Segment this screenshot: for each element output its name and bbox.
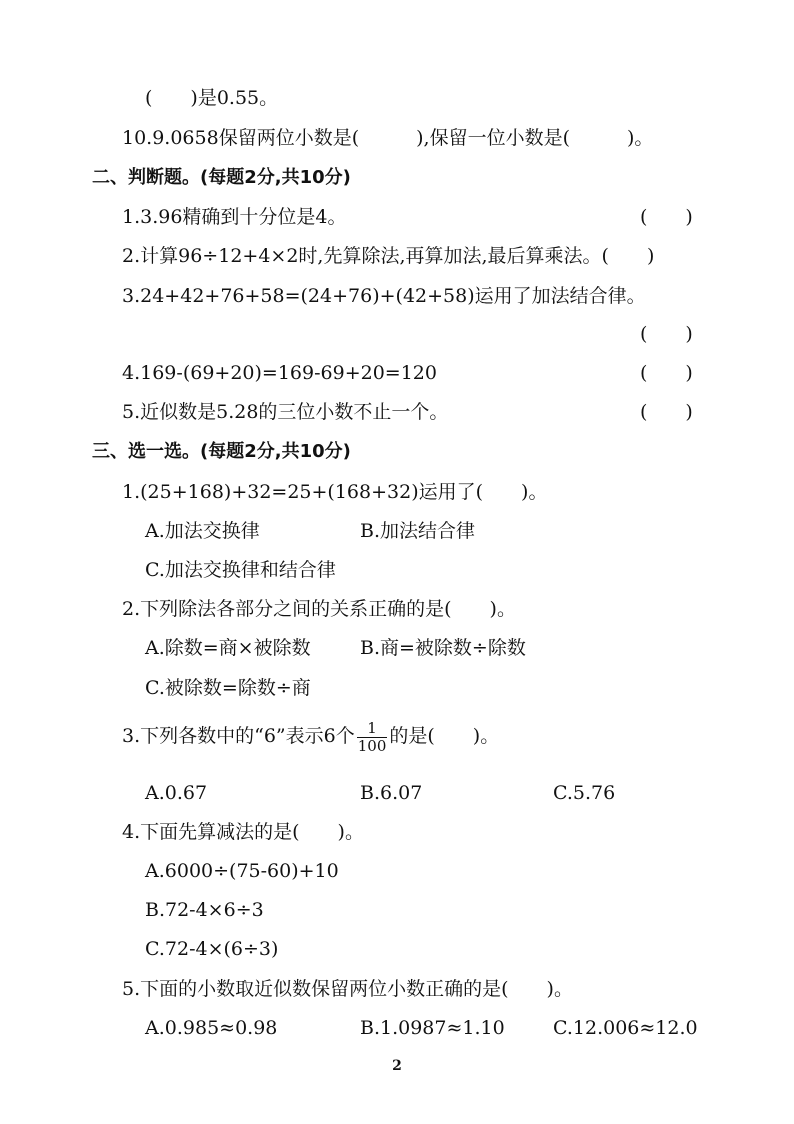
fraction-denominator: 100 xyxy=(357,736,387,755)
judgement-question-1: 1.3.96精确到十分位是4。 xyxy=(122,206,347,228)
section-heading-judgement: 二、判断题。(每题2分,共10分) xyxy=(92,167,351,188)
choice-3-text-end: 的是( )。 xyxy=(389,725,500,747)
choice-question-1: 1.(25+168)+32=25+(168+32)运用了( )。 xyxy=(122,481,548,503)
choice-4-option-b[interactable]: B.72-4×6÷3 xyxy=(145,899,264,921)
choice-4-option-c[interactable]: C.72-4×(6÷3) xyxy=(145,938,279,960)
answer-paren-judgement-3[interactable]: ( ) xyxy=(640,323,693,345)
choice-2-option-c[interactable]: C.被除数=除数÷商 xyxy=(145,677,311,699)
judgement-question-5: 5.近似数是5.28的三位小数不止一个。 xyxy=(122,401,449,423)
choice-5-option-b[interactable]: B.1.0987≈1.10 xyxy=(360,1017,505,1039)
choice-question-3 xyxy=(122,716,499,756)
judgement-question-3: 3.24+42+76+58=(24+76)+(42+58)运用了加法结合律。 xyxy=(122,285,646,307)
choice-4-option-a[interactable]: A.6000÷(75-60)+10 xyxy=(145,860,339,882)
choice-question-4: 4.下面先算减法的是( )。 xyxy=(122,821,364,843)
choice-1-option-b[interactable]: B.加法结合律 xyxy=(360,520,476,542)
judgement-question-2: 2.计算96÷12+4×2时,先算除法,再算加法,最后算乘法。( ) xyxy=(122,245,655,267)
fill-blank-line-9-tail: ( )是0.55。 xyxy=(145,87,279,109)
choice-3-option-a[interactable]: A.0.67 xyxy=(145,782,208,804)
section-heading-multiple-choice: 三、选一选。(每题2分,共10分) xyxy=(92,441,351,462)
choice-3-text-start: 3.下列各数中的“6”表示6个 xyxy=(122,725,355,747)
page-number: 2 xyxy=(392,1058,402,1074)
choice-1-option-c[interactable]: C.加法交换律和结合律 xyxy=(145,559,336,581)
choice-3-option-b[interactable]: B.6.07 xyxy=(360,782,423,804)
answer-paren-judgement-5[interactable]: ( ) xyxy=(640,401,693,423)
choice-1-option-a[interactable]: A.加法交换律 xyxy=(145,520,260,542)
choice-2-option-a[interactable]: A.除数=商×被除数 xyxy=(145,637,311,659)
choice-5-option-a[interactable]: A.0.985≈0.98 xyxy=(145,1017,278,1039)
choice-5-option-c[interactable]: C.12.006≈12.0 xyxy=(553,1017,698,1039)
choice-question-5: 5.下面的小数取近似数保留两位小数正确的是( )。 xyxy=(122,978,573,1000)
choice-3-option-c[interactable]: C.5.76 xyxy=(553,782,616,804)
answer-paren-judgement-1[interactable]: ( ) xyxy=(640,206,693,228)
fill-blank-question-10: 10.9.0658保留两位小数是( ),保留一位小数是( )。 xyxy=(122,127,654,149)
choice-2-option-b[interactable]: B.商=被除数÷除数 xyxy=(360,637,526,659)
fraction-numerator: 1 xyxy=(357,720,388,738)
choice-question-2: 2.下列除法各部分之间的关系正确的是( )。 xyxy=(122,598,516,620)
answer-paren-judgement-4[interactable]: ( ) xyxy=(640,362,693,384)
fraction-one-hundredth xyxy=(357,720,388,755)
judgement-question-4: 4.169-(69+20)=169-69+20=120 xyxy=(122,362,437,384)
